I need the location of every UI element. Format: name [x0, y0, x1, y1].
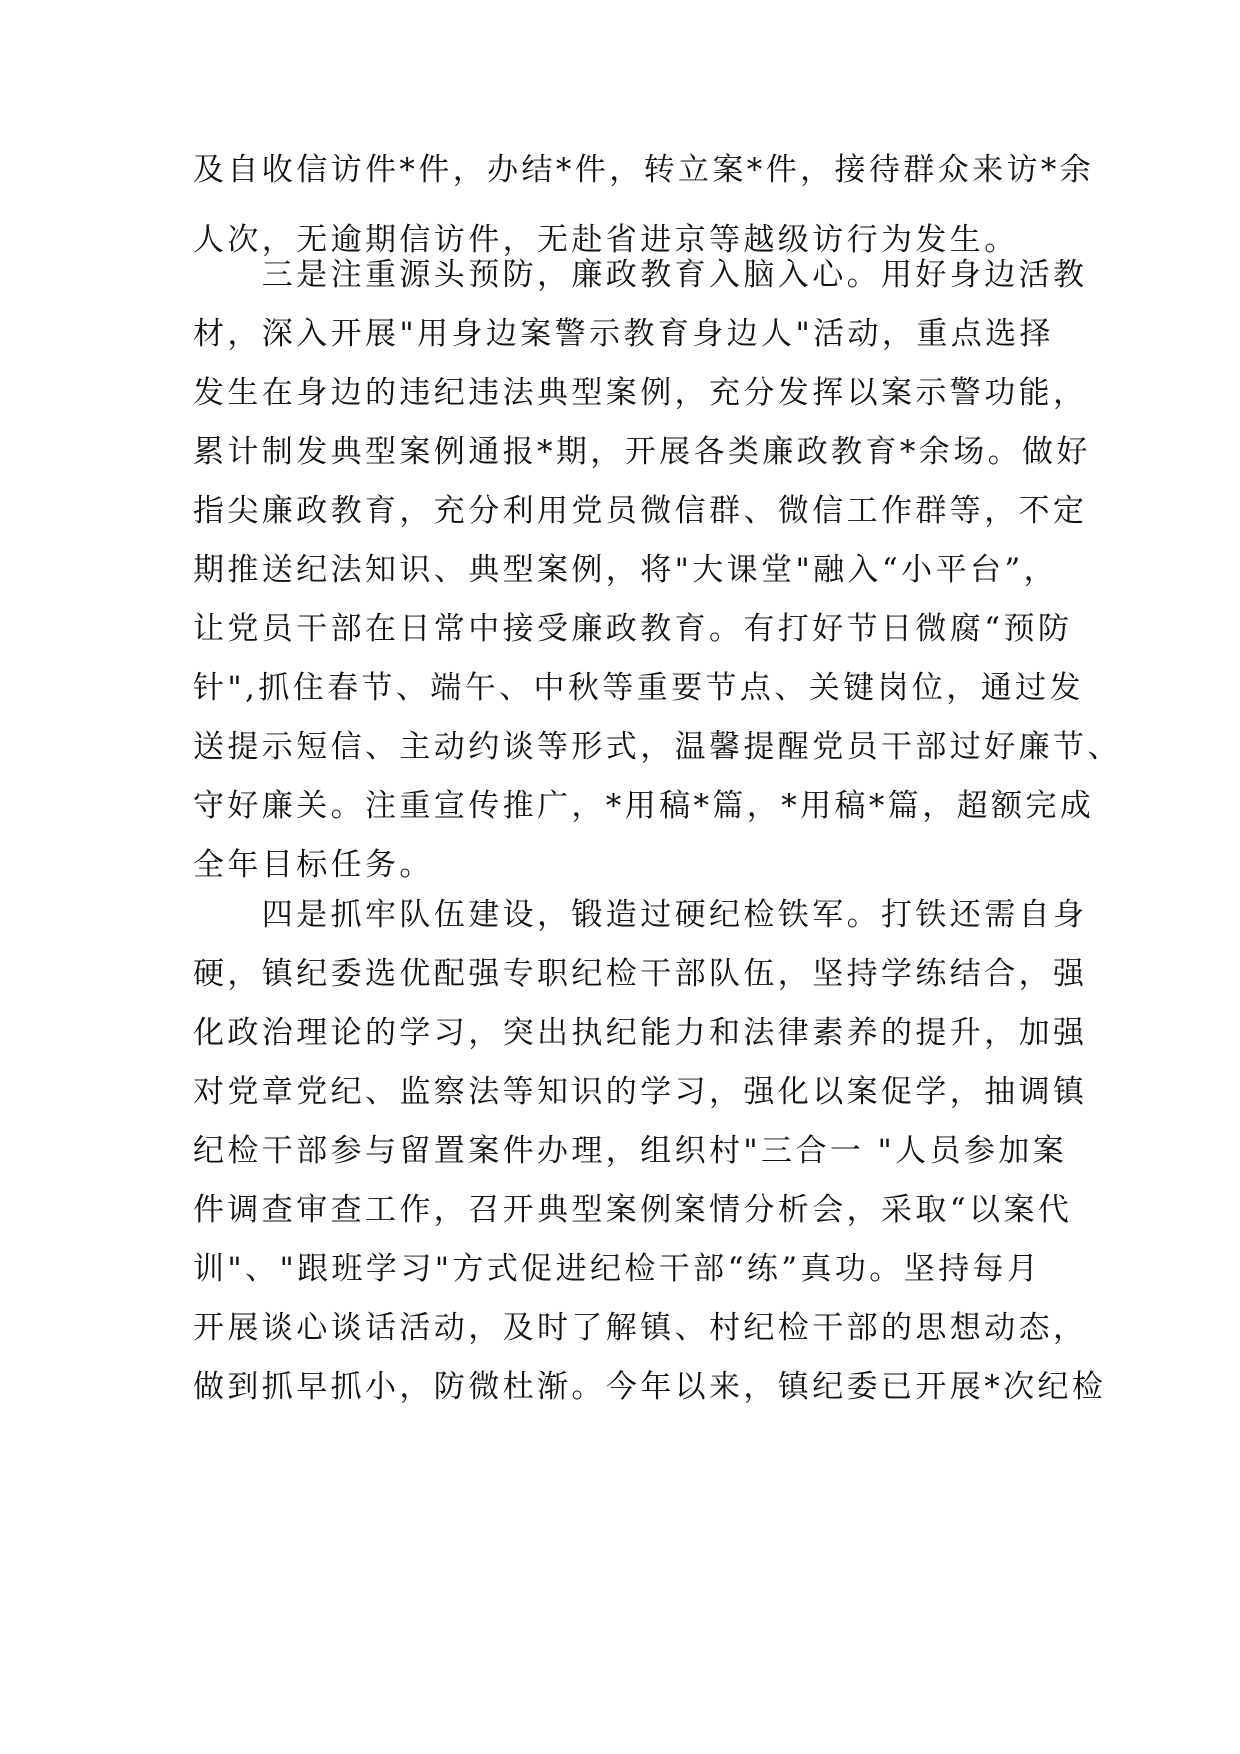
text-line: 三是注重源头预防，廉政教育入脑入心。用好身边活教: [193, 257, 1088, 293]
text-line: 开展谈心谈话活动，及时了解镇、村纪检干部的思想动态，: [193, 1310, 1088, 1346]
text-line: 硬，镇纪委选优配强专职纪检干部队伍，坚持学练结合，强: [193, 956, 1088, 992]
text-line: 让党员干部在日常中接受廉政教育。有打好节日微腐“预防: [193, 611, 1073, 647]
text-line: 累计制发典型案例通报*期，开展各类廉政教育*余场。做好: [193, 434, 1091, 470]
text-line: 纪检干部参与留置案件办理，组织村"三合一 "人员参加案: [193, 1133, 1068, 1169]
text-line: 及自收信访件*件，办结*件，转立案*件，接待群众来访*余: [193, 152, 1095, 188]
text-line: 件调查审查工作，召开典型案例案情分析会，采取“以案代: [193, 1192, 1073, 1228]
text-line: 发生在身边的违纪违法典型案例，充分发挥以案示警功能，: [193, 375, 1088, 411]
text-line: 对党章党纪、监察法等知识的学习，强化以案促学，抽调镇: [193, 1074, 1088, 1110]
text-line: 期推送纪法知识、典型案例，将"大课堂"融入“小平台”，: [193, 552, 1059, 588]
text-line: 化政治理论的学习，突出执纪能力和法律素养的提升，加强: [193, 1015, 1088, 1051]
text-line: 送提示短信、主动约谈等形式，温馨提醒党员干部过好廉节、: [193, 729, 1122, 765]
text-line: 四是抓牢队伍建设，锻造过硬纪检铁军。打铁还需自身: [193, 897, 1088, 933]
text-line: 指尖廉政教育，充分利用党员微信群、微信工作群等，不定: [193, 493, 1088, 529]
text-line: 训"、"跟班学习"方式促进纪检干部“练”真功。坚持每月: [193, 1251, 1042, 1287]
text-line: 守好廉关。注重宣传推广，*用稿*篇，*用稿*篇，超额完成: [193, 788, 1095, 824]
text-line: 做到抓早抓小，防微杜渐。今年以来，镇纪委已开展*次纪检: [193, 1369, 1107, 1405]
paragraph-2: [193, 246, 1122, 895]
text-line: 针",抓住春节、端午、中秋等重要节点、关键岗位，通过发: [193, 670, 1084, 706]
text-line: 全年目标任务。: [193, 847, 434, 883]
paragraph-3: [193, 886, 1107, 1417]
text-line: 人次，无逾期信访件，无赴省进京等越级访行为发生。: [193, 222, 1019, 258]
text-line: 材，深入开展"用身边案警示教育身边人"活动，重点选择: [193, 316, 1054, 352]
